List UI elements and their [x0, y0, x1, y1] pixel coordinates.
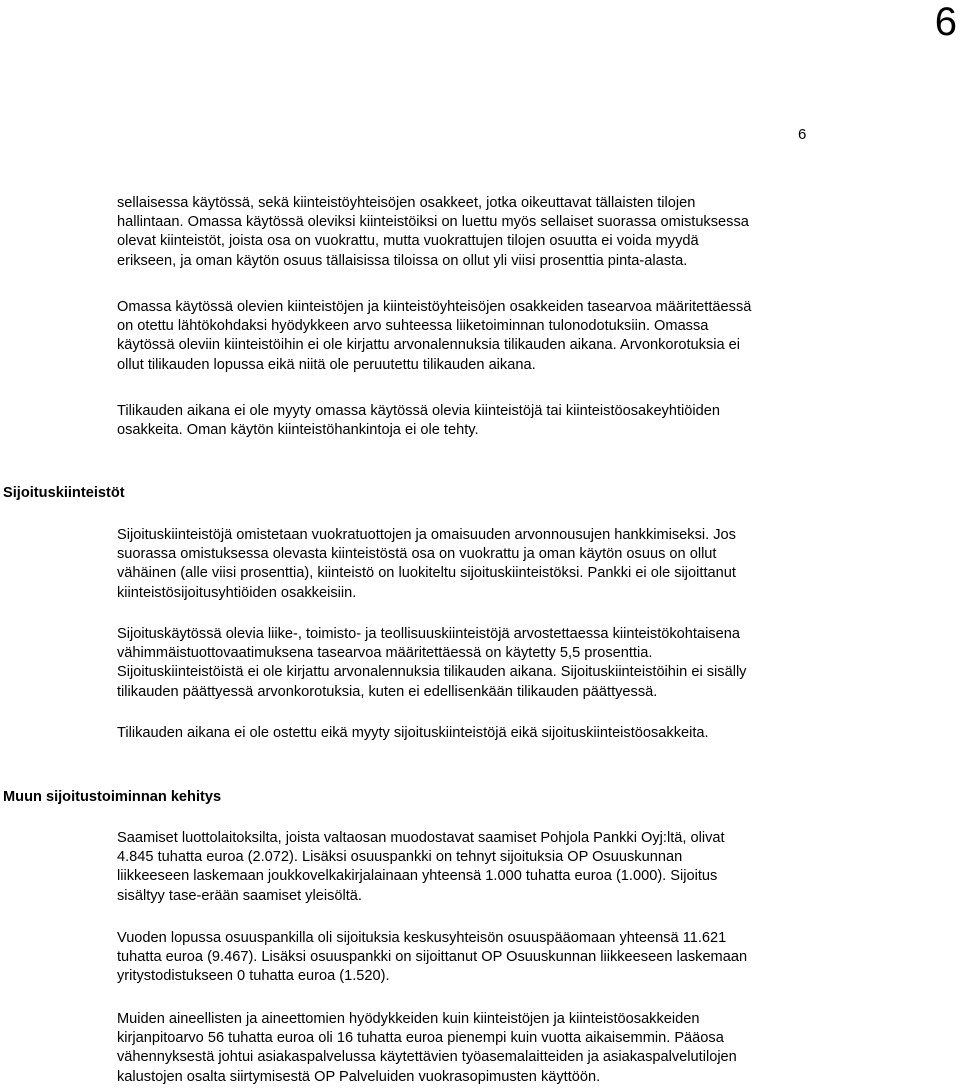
text-line: suorassa omistuksessa olevasta kiinteistöstä osa on vuokrattu ja oman käytön osuus on ollut	[117, 546, 717, 563]
text-line: Vuoden lopussa osuuspankilla oli sijoituksia keskusyhteisön osuuspääomaan yhteensä 11.621	[117, 930, 727, 946]
text-line: kirjanpitoarvo 56 tuhatta euroa oli 16 tuhatta euroa pienempi kuin vuotta aikaisemmin. Pääosa	[117, 1030, 724, 1047]
paragraph-saamiset-luottolaitoksilta	[117, 829, 857, 906]
text-line: Saamiset luottolaitoksilta, joista valtaosan muodostavat saamiset Pohjola Pankki Oyj:ltä, olivat	[117, 830, 725, 846]
text-line: hallintaan. Omassa käytössä oleviksi kiinteistöiksi on luettu myös sellaiset suorassa omistuksessa	[117, 214, 749, 231]
text-line: sellaisessa käytössä, sekä kiinteistöyhteisöjen osakkeet, jotka oikeuttavat tällaisten tilojen	[117, 195, 696, 211]
text-line: vähimmäistuottovaatimuksena tasearvoa määritettäessä on käytetty 5,5 prosenttia.	[117, 645, 653, 662]
paragraph-osuuspaaoma	[117, 929, 857, 987]
text-line: osakkeita. Oman käytön kiinteistöhankintoja ei ole tehty.	[117, 422, 479, 439]
text-line: Tilikauden aikana ei ole ostettu eikä myyty sijoituskiinteistöjä eikä sijoituskiinteistöosakkeita.	[117, 725, 709, 741]
text-line: vähennyksestä johtui asiakaspalvelussa käytettävien työasemalaitteiden ja asiakaspalvelutilojen	[117, 1049, 737, 1066]
text-line: Sijoituskiinteistöjä omistetaan vuokratuottojen ja omaisuuden arvonnousujen hankkimiseksi. Jos	[117, 527, 736, 543]
section-heading-sijoituskiinteistot: Sijoituskiinteistöt	[3, 485, 125, 501]
text-line: Sijoituskäytössä olevia liike-, toimisto- ja teollisuuskiinteistöjä arvostettaessa kiinteistökohtaisena	[117, 626, 740, 642]
text-line: erikseen, ja oman käytön osuus tällaisissa tiloissa on ollut yli viisi prosenttia pinta-alasta.	[117, 252, 688, 269]
text-line: yritystodistukseen 0 tuhatta euroa (1.520).	[117, 968, 390, 985]
text-line: vähäinen (alle viisi prosenttia), kiinteistö on luokiteltu sijoituskiinteistöksi. Pankki ei ole sijoittanut	[117, 565, 736, 582]
paragraph-myynnit	[117, 402, 857, 440]
paragraph-tasearvo	[117, 298, 857, 375]
text-line: on otettu lähtökohdaksi hyödykkeen arvo suhteessa liiketoiminnan tulonodotuksiin. Omassa	[117, 318, 709, 335]
paragraph-oman-kayton-intro	[117, 194, 857, 271]
paragraph-sijoituskiinteistot-arvostus	[117, 625, 857, 702]
text-line: tuhatta euroa (9.467). Lisäksi osuuspankki on sijoittanut OP Osuuskunnan liikkeeseen laskemaan	[117, 949, 748, 966]
text-line: sisältyy tase-erään saamiset yleisöltä.	[117, 887, 362, 904]
page-number: 6	[798, 126, 807, 143]
text-line: Sijoituskiinteistöistä ei ole kirjattu arvonalennuksia tilikauden aikana. Sijoituskiinteistöihin ei sisälly	[117, 664, 747, 681]
paragraph-sijoituskiinteistot-maaritelma	[117, 526, 857, 603]
text-line: kalustojen osalta siirtymisestä OP Palveluiden vuokrasopimusten käyttöön.	[117, 1068, 601, 1085]
text-line: 4.845 tuhatta euroa (2.072). Lisäksi osuuspankki on tehnyt sijoituksia OP Osuuskunnan	[117, 849, 683, 866]
text-line: Muiden aineellisten ja aineettomien hyödykkeiden kuin kiinteistöjen ja kiinteistöosakkeiden	[117, 1011, 700, 1027]
text-line: Tilikauden aikana ei ole myyty omassa käytössä olevia kiinteistöjä tai kiinteistöosakeyhtiöiden	[117, 403, 720, 419]
text-line: tilikauden päättyessä arvonkorotuksia, kuten ei edellisenkään tilikauden päättyessä.	[117, 683, 658, 700]
paragraph-aineelliset-hyodykkeet	[117, 1010, 857, 1087]
text-line: olevat kiinteistöt, joista osa on vuokrattu, mutta vuokrattujen tilojen osuutta ei voida myydä	[117, 233, 699, 250]
text-line: ollut tilikauden lopussa eikä niitä ole peruutettu tilikauden aikana.	[117, 356, 536, 373]
page-number-large: 6	[934, 0, 957, 44]
text-line: liikkeeseen laskemaan joukkovelkakirjalainaan yhteensä 1.000 tuhatta euroa (1.000). Sijoitus	[117, 868, 718, 885]
paragraph-sijoituskiinteistot-ostot	[117, 724, 857, 743]
text-line: kiinteistösijoitusyhtiöiden osakkeisiin.	[117, 584, 357, 601]
section-heading-muun-sijoitustoiminnan-kehitys: Muun sijoitustoiminnan kehitys	[3, 789, 222, 805]
text-line: käytössä oleviin kiinteistöihin ei ole kirjattu arvonalennuksia tilikauden aikana. Arvonkorotuksia ei	[117, 337, 741, 354]
text-line: Omassa käytössä olevien kiinteistöjen ja kiinteistöyhteisöjen osakkeiden tasearvoa määritettäessä	[117, 299, 752, 315]
